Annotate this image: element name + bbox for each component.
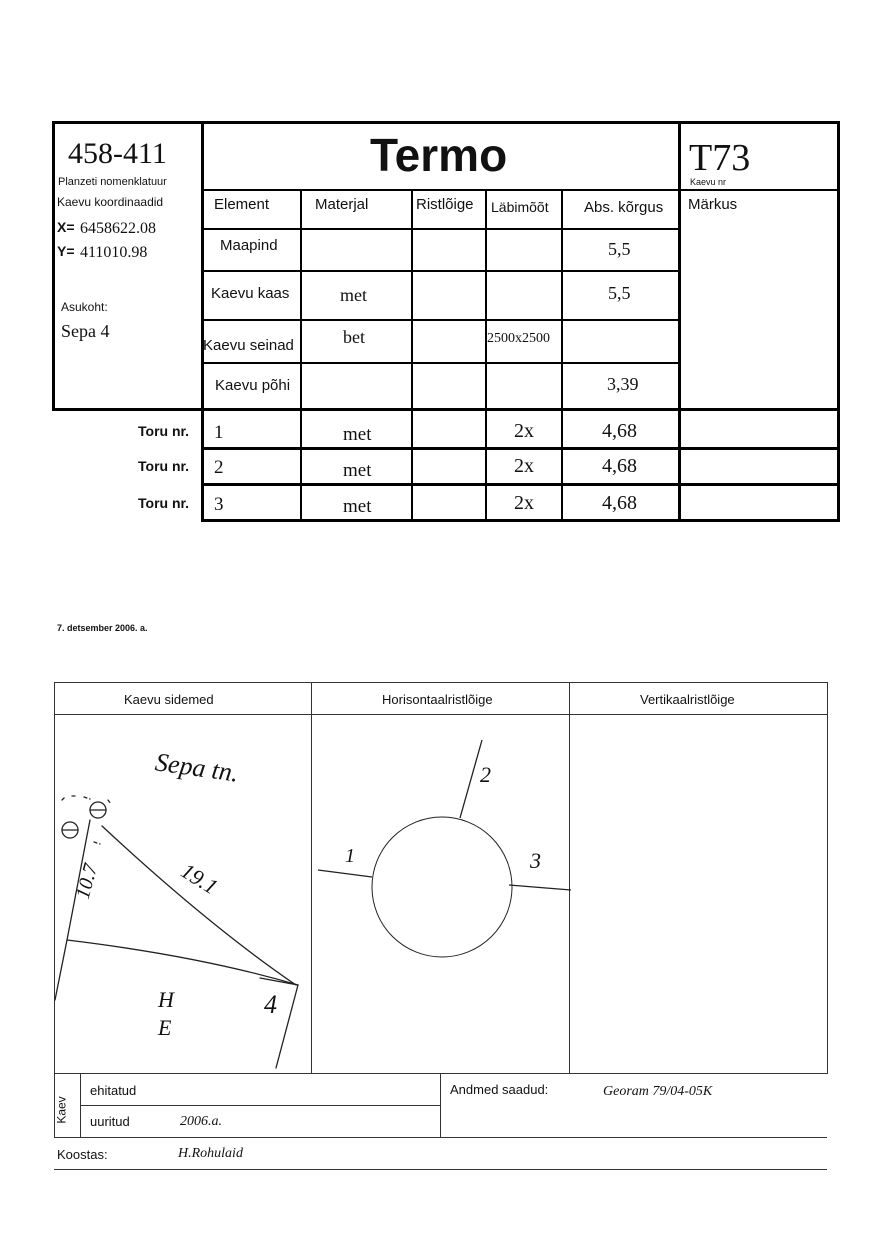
row-height: 3,39	[607, 374, 639, 394]
pipe-material: met	[343, 496, 372, 517]
pipe-number: 3	[214, 494, 224, 515]
row-material: met	[340, 285, 367, 305]
footer-side-label: Kaev	[54, 1096, 69, 1124]
pipe-label: Toru nr.	[138, 458, 190, 474]
x-label: X=	[57, 219, 75, 235]
location-value: Sepa 4	[61, 321, 110, 341]
col-header-material: Materjal	[315, 196, 369, 213]
pipe-number: 2	[214, 457, 224, 478]
row-diameter: 2500x2500	[487, 331, 550, 346]
pipe-height: 4,68	[602, 455, 637, 477]
y-value: 411010.98	[80, 244, 148, 261]
ties-distance-a: 10.7	[71, 861, 103, 902]
sketch-header-horizontal: Horisontaalristlõige	[382, 692, 493, 707]
well-number-value: T73	[689, 137, 751, 179]
author-value: H.Rohulaid	[178, 1146, 243, 1161]
x-value: 6458622.08	[80, 220, 156, 237]
sketch-header-vertical: Vertikaalristlõige	[640, 692, 735, 707]
row-element: Maapind	[220, 237, 278, 254]
row-element: Kaevu seinad	[203, 337, 294, 354]
pipe-label: Toru nr.	[138, 495, 190, 511]
location-label: Asukoht:	[61, 300, 108, 314]
pipe-material: met	[343, 460, 372, 481]
well-number-label: Kaevu nr	[690, 177, 727, 187]
row-height: 5,5	[608, 283, 631, 303]
col-header-remarks: Märkus	[688, 196, 738, 213]
pipe-height: 4,68	[602, 492, 637, 514]
ties-house-number: 4	[264, 990, 277, 1019]
row-material: bet	[343, 327, 365, 347]
ties-distance-b: 19.1	[176, 857, 223, 900]
row-element: Kaevu kaas	[211, 285, 290, 302]
coordinates-label: Kaevu koordinaadid	[57, 195, 164, 209]
pipe-material: met	[343, 424, 372, 445]
sketch-header-ties: Kaevu sidemed	[124, 692, 214, 707]
document-date: 7. detsember 2006. a.	[57, 623, 148, 633]
surveyed-label: uuritud	[90, 1114, 130, 1129]
nomenclature-value: 458-411	[68, 137, 167, 170]
col-header-cross-section: Ristlõige	[416, 196, 474, 213]
col-header-abs-height: Abs. kõrgus	[584, 199, 664, 216]
pipe-diameter: 2x	[514, 420, 534, 442]
y-label: Y=	[57, 243, 75, 259]
col-header-diameter: Läbimõõt	[491, 199, 549, 215]
pipe-diameter: 2x	[514, 455, 534, 477]
pipe-mark-1: 1	[345, 845, 355, 867]
built-label: ehitatud	[90, 1083, 137, 1098]
row-height: 5,5	[608, 239, 631, 259]
pipe-mark-3: 3	[530, 848, 541, 873]
pipe-number: 1	[214, 422, 224, 443]
data-source-value: Georam 79/04-05K	[603, 1084, 713, 1099]
pipe-label: Toru nr.	[138, 423, 190, 439]
ties-street-label: Sepa tn.	[153, 747, 241, 788]
pipe-mark-2: 2	[480, 762, 491, 787]
ties-house-letters: H E	[158, 987, 174, 1040]
author-label: Koostas:	[57, 1147, 108, 1162]
col-header-element: Element	[214, 196, 270, 213]
card-title: Termo	[370, 129, 508, 181]
data-source-label: Andmed saadud:	[450, 1082, 549, 1097]
surveyed-value: 2006.a.	[180, 1114, 222, 1129]
row-element: Kaevu põhi	[215, 377, 291, 394]
pipe-diameter: 2x	[514, 492, 534, 514]
pipe-height: 4,68	[602, 420, 637, 442]
nomenclature-label: Planzeti nomenklatuur	[58, 176, 167, 188]
